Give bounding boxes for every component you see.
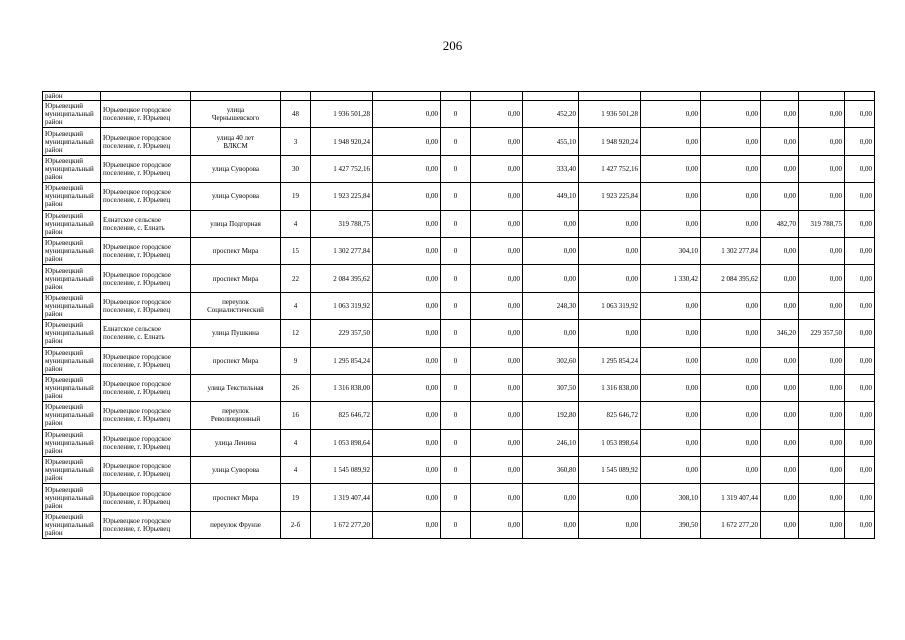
value-cell: 0,00: [761, 183, 799, 210]
value-cell: 0,00: [471, 374, 523, 401]
empty-cell: [701, 92, 761, 101]
table-row: [43, 210, 875, 237]
value-cell: 1 319 407,44: [701, 484, 761, 511]
value-cell: 0,00: [761, 429, 799, 456]
value-cell: 0,00: [471, 320, 523, 347]
street-cell: переулок Социалистический: [191, 292, 281, 319]
value-cell: 1 923 225,84: [579, 183, 641, 210]
settlement-cell: Юрьевецкое городское поселение, г. Юрьевец: [101, 429, 191, 456]
value-cell: 0,00: [761, 374, 799, 401]
table-row: [43, 155, 875, 182]
total-cost-cell: 825 646,72: [311, 402, 373, 429]
total-cost-cell: 1 319 407,44: [311, 484, 373, 511]
empty-cell: [441, 92, 471, 101]
capital-repair-table: [42, 91, 875, 539]
table-row: [43, 128, 875, 155]
value-cell: 0,00: [701, 128, 761, 155]
value-cell: 0,00: [523, 484, 579, 511]
empty-cell: [471, 92, 523, 101]
value-cell: 0,00: [471, 101, 523, 128]
value-cell: 0: [441, 237, 471, 264]
value-cell: 0: [441, 183, 471, 210]
value-cell: 0,00: [471, 183, 523, 210]
district-cell: Юрьевецкий муниципальный район: [43, 183, 101, 210]
house-number-cell: 26: [281, 374, 311, 401]
value-cell: 0,00: [799, 155, 845, 182]
value-cell: 0,00: [373, 183, 441, 210]
value-cell: 0,00: [845, 265, 875, 292]
empty-cell: [373, 92, 441, 101]
value-cell: 319 788,75: [799, 210, 845, 237]
street-cell: проспект Мира: [191, 484, 281, 511]
settlement-cell: Елнатское сельское поселение, с. Елнать: [101, 320, 191, 347]
settlement-cell: Юрьевецкое городское поселение, г. Юрьевец: [101, 155, 191, 182]
value-cell: 0,00: [799, 484, 845, 511]
street-cell: проспект Мира: [191, 237, 281, 264]
value-cell: 0,00: [641, 457, 701, 484]
settlement-cell: Юрьевецкое городское поселение, г. Юрьевец: [101, 183, 191, 210]
value-cell: 0,00: [579, 320, 641, 347]
value-cell: 248,30: [523, 292, 579, 319]
value-cell: 1 545 089,92: [579, 457, 641, 484]
house-number-cell: 4: [281, 292, 311, 319]
empty-cell: [845, 92, 875, 101]
total-cost-cell: 1 302 277,84: [311, 237, 373, 264]
value-cell: 0,00: [845, 347, 875, 374]
total-cost-cell: 1 672 277,20: [311, 511, 373, 538]
value-cell: 0,00: [845, 210, 875, 237]
value-cell: 0,00: [373, 155, 441, 182]
table-row: [43, 101, 875, 128]
value-cell: 0,00: [761, 128, 799, 155]
value-cell: 1 063 319,92: [579, 292, 641, 319]
value-cell: 0,00: [845, 402, 875, 429]
value-cell: 0,00: [373, 374, 441, 401]
value-cell: 0,00: [641, 210, 701, 237]
value-cell: 0,00: [701, 402, 761, 429]
value-cell: 0,00: [471, 511, 523, 538]
value-cell: 0,00: [373, 128, 441, 155]
street-cell: проспект Мира: [191, 265, 281, 292]
value-cell: 0,00: [641, 320, 701, 347]
value-cell: 1 936 501,28: [579, 101, 641, 128]
total-cost-cell: 1 948 920,24: [311, 128, 373, 155]
value-cell: 0,00: [845, 183, 875, 210]
value-cell: 0: [441, 320, 471, 347]
empty-cell: [311, 92, 373, 101]
value-cell: 825 646,72: [579, 402, 641, 429]
empty-cell: [579, 92, 641, 101]
value-cell: 0,00: [799, 347, 845, 374]
value-cell: 0,00: [845, 511, 875, 538]
value-cell: 0,00: [523, 320, 579, 347]
total-cost-cell: 1 063 319,92: [311, 292, 373, 319]
value-cell: 0,00: [373, 402, 441, 429]
value-cell: 0,00: [701, 374, 761, 401]
value-cell: 0,00: [471, 265, 523, 292]
value-cell: 0,00: [845, 237, 875, 264]
value-cell: 0,00: [579, 511, 641, 538]
table-row: [43, 429, 875, 456]
value-cell: 307,50: [523, 374, 579, 401]
value-cell: 0,00: [641, 429, 701, 456]
empty-cell: [799, 92, 845, 101]
empty-cell: [281, 92, 311, 101]
value-cell: 0,00: [761, 457, 799, 484]
value-cell: 0,00: [701, 155, 761, 182]
value-cell: 1 295 854,24: [579, 347, 641, 374]
value-cell: 0,00: [799, 265, 845, 292]
settlement-cell: Юрьевецкое городское поселение, г. Юрьевец: [101, 265, 191, 292]
value-cell: 0,00: [799, 374, 845, 401]
value-cell: 0,00: [799, 511, 845, 538]
value-cell: 0,00: [579, 210, 641, 237]
house-number-cell: 2-б: [281, 511, 311, 538]
value-cell: 0: [441, 374, 471, 401]
street-cell: улица Подгорная: [191, 210, 281, 237]
value-cell: 1 427 752,16: [579, 155, 641, 182]
district-cell: Юрьевецкий муниципальный район: [43, 457, 101, 484]
value-cell: 0,00: [845, 155, 875, 182]
settlement-cell: Юрьевецкое городское поселение, г. Юрьевец: [101, 457, 191, 484]
total-cost-cell: 319 788,75: [311, 210, 373, 237]
street-cell: переулок Революционный: [191, 402, 281, 429]
settlement-cell: Юрьевецкое городское поселение, г. Юрьевец: [101, 484, 191, 511]
district-cell: Юрьевецкий муниципальный район: [43, 128, 101, 155]
value-cell: 0,00: [761, 292, 799, 319]
value-cell: 0,00: [471, 429, 523, 456]
value-cell: 0,00: [641, 101, 701, 128]
value-cell: 0,00: [523, 265, 579, 292]
district-cell: Юрьевецкий муниципальный район: [43, 347, 101, 374]
continued-header-row: [43, 92, 875, 101]
value-cell: 0,00: [799, 101, 845, 128]
value-cell: 0,00: [373, 101, 441, 128]
house-number-cell: 4: [281, 429, 311, 456]
value-cell: 0,00: [373, 210, 441, 237]
street-cell: переулок Фрунзе: [191, 511, 281, 538]
value-cell: 1 316 838,00: [579, 374, 641, 401]
value-cell: 0,00: [523, 210, 579, 237]
value-cell: 0: [441, 210, 471, 237]
street-cell: улица 40 лет ВЛКСМ: [191, 128, 281, 155]
value-cell: 482,70: [761, 210, 799, 237]
value-cell: 1 302 277,84: [701, 237, 761, 264]
value-cell: 333,40: [523, 155, 579, 182]
value-cell: 0,00: [799, 128, 845, 155]
total-cost-cell: 2 084 395,62: [311, 265, 373, 292]
district-cell: Юрьевецкий муниципальный район: [43, 320, 101, 347]
value-cell: 0,00: [471, 128, 523, 155]
total-cost-cell: 1 936 501,28: [311, 101, 373, 128]
value-cell: 0,00: [799, 237, 845, 264]
table-row: [43, 374, 875, 401]
value-cell: 1 330,42: [641, 265, 701, 292]
settlement-cell: Юрьевецкое городское поселение, г. Юрьевец: [101, 511, 191, 538]
house-number-cell: 30: [281, 155, 311, 182]
value-cell: 0,00: [701, 457, 761, 484]
value-cell: 246,10: [523, 429, 579, 456]
value-cell: 0,00: [471, 484, 523, 511]
value-cell: 302,60: [523, 347, 579, 374]
value-cell: 192,80: [523, 402, 579, 429]
value-cell: 0,00: [761, 101, 799, 128]
value-cell: 0,00: [373, 484, 441, 511]
value-cell: 0: [441, 265, 471, 292]
value-cell: 0,00: [373, 457, 441, 484]
value-cell: 0: [441, 402, 471, 429]
value-cell: 0,00: [373, 429, 441, 456]
value-cell: 229 357,50: [799, 320, 845, 347]
empty-cell: [641, 92, 701, 101]
empty-cell: [523, 92, 579, 101]
street-cell: улица Текстильная: [191, 374, 281, 401]
value-cell: 1 053 898,64: [579, 429, 641, 456]
table-row: [43, 457, 875, 484]
street-cell: улица Ленина: [191, 429, 281, 456]
table-row: [43, 347, 875, 374]
value-cell: 0,00: [641, 183, 701, 210]
total-cost-cell: 229 357,50: [311, 320, 373, 347]
table-row: [43, 265, 875, 292]
value-cell: 0,00: [471, 155, 523, 182]
value-cell: 0,00: [373, 265, 441, 292]
district-cell: Юрьевецкий муниципальный район: [43, 429, 101, 456]
page-number: 206: [442, 38, 463, 53]
value-cell: 0,00: [845, 374, 875, 401]
value-cell: 0,00: [471, 347, 523, 374]
value-cell: 0,00: [761, 511, 799, 538]
value-cell: 0,00: [761, 402, 799, 429]
value-cell: 0,00: [471, 292, 523, 319]
house-number-cell: 12: [281, 320, 311, 347]
value-cell: 449,10: [523, 183, 579, 210]
value-cell: 0,00: [845, 128, 875, 155]
value-cell: 0,00: [701, 183, 761, 210]
value-cell: 0,00: [761, 155, 799, 182]
value-cell: 0,00: [845, 101, 875, 128]
value-cell: 0,00: [845, 484, 875, 511]
total-cost-cell: 1 923 225,84: [311, 183, 373, 210]
value-cell: 0,00: [471, 210, 523, 237]
value-cell: 0,00: [799, 292, 845, 319]
house-number-cell: 15: [281, 237, 311, 264]
table-row: [43, 237, 875, 264]
value-cell: 0,00: [373, 347, 441, 374]
value-cell: 0,00: [523, 237, 579, 264]
house-number-cell: 4: [281, 210, 311, 237]
street-cell: проспект Мира: [191, 347, 281, 374]
district-cell: Юрьевецкий муниципальный район: [43, 237, 101, 264]
district-cell: Юрьевецкий муниципальный район: [43, 101, 101, 128]
value-cell: 0,00: [761, 484, 799, 511]
table-row: [43, 511, 875, 538]
value-cell: 0,00: [701, 101, 761, 128]
value-cell: 346,20: [761, 320, 799, 347]
district-cell: Юрьевецкий муниципальный район: [43, 155, 101, 182]
value-cell: 0: [441, 511, 471, 538]
street-cell: улица Суворова: [191, 183, 281, 210]
value-cell: 0: [441, 484, 471, 511]
total-cost-cell: 1 053 898,64: [311, 429, 373, 456]
district-cell: Юрьевецкий муниципальный район: [43, 484, 101, 511]
value-cell: 0: [441, 128, 471, 155]
value-cell: 0,00: [845, 457, 875, 484]
street-cell: улица Суворова: [191, 155, 281, 182]
value-cell: 0,00: [373, 511, 441, 538]
value-cell: 0,00: [641, 402, 701, 429]
value-cell: 0,00: [641, 347, 701, 374]
district-cell: Юрьевецкий муниципальный район: [43, 511, 101, 538]
value-cell: 0,00: [799, 429, 845, 456]
value-cell: 0: [441, 155, 471, 182]
district-cell: район: [43, 92, 101, 101]
district-cell: Юрьевецкий муниципальный район: [43, 374, 101, 401]
table-row: [43, 183, 875, 210]
house-number-cell: 9: [281, 347, 311, 374]
settlement-cell: Юрьевецкое городское поселение, г. Юрьевец: [101, 128, 191, 155]
street-cell: улица Суворова: [191, 457, 281, 484]
settlement-cell: Юрьевецкое городское поселение, г. Юрьевец: [101, 101, 191, 128]
value-cell: 0: [441, 347, 471, 374]
settlement-cell: Елнатское сельское поселение, с. Елнать: [101, 210, 191, 237]
house-number-cell: 19: [281, 484, 311, 511]
value-cell: 0,00: [641, 128, 701, 155]
house-number-cell: 19: [281, 183, 311, 210]
value-cell: 0,00: [579, 265, 641, 292]
empty-cell: [191, 92, 281, 101]
value-cell: 0: [441, 292, 471, 319]
value-cell: 0,00: [641, 374, 701, 401]
value-cell: 0,00: [701, 429, 761, 456]
value-cell: 0,00: [471, 457, 523, 484]
value-cell: 0,00: [373, 292, 441, 319]
table-row: [43, 292, 875, 319]
value-cell: 0,00: [641, 155, 701, 182]
district-cell: Юрьевецкий муниципальный район: [43, 402, 101, 429]
house-number-cell: 3: [281, 128, 311, 155]
empty-cell: [761, 92, 799, 101]
value-cell: 0,00: [701, 292, 761, 319]
table-row: [43, 484, 875, 511]
value-cell: 0,00: [373, 320, 441, 347]
street-cell: улица Чернышевского: [191, 101, 281, 128]
settlement-cell: Юрьевецкое городское поселение, г. Юрьевец: [101, 347, 191, 374]
value-cell: 0,00: [641, 292, 701, 319]
value-cell: 0,00: [761, 347, 799, 374]
value-cell: 0,00: [579, 484, 641, 511]
house-number-cell: 16: [281, 402, 311, 429]
value-cell: 0: [441, 457, 471, 484]
value-cell: 0,00: [701, 347, 761, 374]
table-row: [43, 402, 875, 429]
value-cell: 0,00: [373, 237, 441, 264]
total-cost-cell: 1 545 089,92: [311, 457, 373, 484]
value-cell: 0,00: [761, 237, 799, 264]
settlement-cell: Юрьевецкое городское поселение, г. Юрьевец: [101, 292, 191, 319]
district-cell: Юрьевецкий муниципальный район: [43, 292, 101, 319]
value-cell: 304,10: [641, 237, 701, 264]
settlement-cell: Юрьевецкое городское поселение, г. Юрьевец: [101, 237, 191, 264]
value-cell: 0,00: [471, 402, 523, 429]
value-cell: 0,00: [471, 237, 523, 264]
empty-cell: [101, 92, 191, 101]
settlement-cell: Юрьевецкое городское поселение, г. Юрьевец: [101, 374, 191, 401]
total-cost-cell: 1 295 854,24: [311, 347, 373, 374]
value-cell: 455,10: [523, 128, 579, 155]
value-cell: 0,00: [701, 320, 761, 347]
value-cell: 0,00: [761, 265, 799, 292]
district-cell: Юрьевецкий муниципальный район: [43, 210, 101, 237]
street-cell: улица Пушкина: [191, 320, 281, 347]
value-cell: 0,00: [799, 402, 845, 429]
total-cost-cell: 1 427 752,16: [311, 155, 373, 182]
table-row: [43, 320, 875, 347]
value-cell: 2 084 395,62: [701, 265, 761, 292]
value-cell: 0,00: [845, 320, 875, 347]
value-cell: 0,00: [701, 210, 761, 237]
total-cost-cell: 1 316 838,00: [311, 374, 373, 401]
value-cell: 452,20: [523, 101, 579, 128]
value-cell: 1 672 277,20: [701, 511, 761, 538]
value-cell: 308,10: [641, 484, 701, 511]
value-cell: 390,50: [641, 511, 701, 538]
value-cell: 0,00: [579, 237, 641, 264]
value-cell: 0: [441, 101, 471, 128]
settlement-cell: Юрьевецкое городское поселение, г. Юрьевец: [101, 402, 191, 429]
house-number-cell: 22: [281, 265, 311, 292]
value-cell: 0,00: [523, 511, 579, 538]
house-number-cell: 4: [281, 457, 311, 484]
value-cell: 0,00: [845, 292, 875, 319]
value-cell: 360,80: [523, 457, 579, 484]
house-number-cell: 48: [281, 101, 311, 128]
value-cell: 0,00: [799, 183, 845, 210]
district-cell: Юрьевецкий муниципальный район: [43, 265, 101, 292]
value-cell: 1 948 920,24: [579, 128, 641, 155]
value-cell: 0,00: [845, 429, 875, 456]
value-cell: 0: [441, 429, 471, 456]
value-cell: 0,00: [799, 457, 845, 484]
